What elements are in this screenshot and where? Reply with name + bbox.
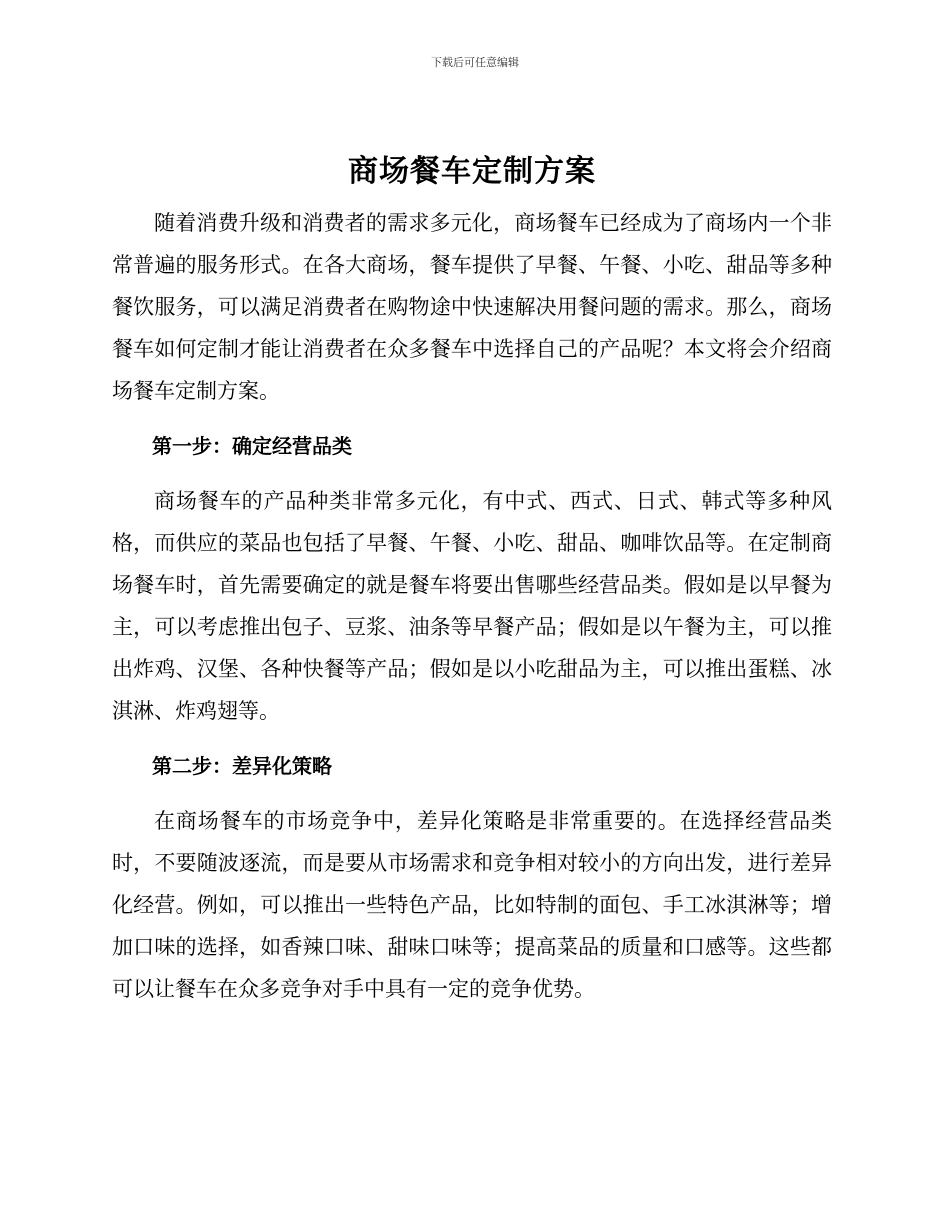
document-title: 商场餐车定制方案 bbox=[348, 154, 596, 189]
section-heading-step-1: 第一步：确定经营品类 bbox=[152, 434, 352, 458]
section-heading-step-2: 第二步：差异化策略 bbox=[152, 754, 332, 778]
intro-paragraph: 随着消费升级和消费者的需求多元化，商场餐车已经成为了商场内一个非常普遍的服务形式。在各大商场，餐车提供了早餐、午餐、小吃、甜品等多种餐饮服务，可以满足消费者在购物途中快速解决用餐问题的需求。那么，商场餐车如何定制才能让消费者在众多餐车中选择自己的产品呢？本文将会介绍商场餐车定制方案。 bbox=[112, 211, 832, 403]
section-body-step-1: 商场餐车的产品种类非常多元化，有中式、西式、日式、韩式等多种风格，而供应的菜品也包括了早餐、午餐、小吃、甜品、咖啡饮品等。在定制商场餐车时，首先需要确定的就是餐车将要出售哪些经营品类。假如是以早餐为主，可以考虑推出包子、豆浆、油条等早餐产品；假如是以午餐为主，可以推出炸鸡、汉堡、各种快餐等产品；假如是以小吃甜品为主，可以推出蛋糕、冰淇淋、炸鸡翅等。 bbox=[112, 489, 832, 723]
header-note: 下载后可任意编辑 bbox=[431, 56, 519, 69]
document-content bbox=[112, 150, 832, 1010]
section-body-step-2: 在商场餐车的市场竞争中，差异化策略是非常重要的。在选择经营品类时，不要随波逐流，而是要从市场需求和竞争相对较小的方向出发，进行差异化经营。例如，可以推出一些特色产品，比如特制的面包、手工冰淇淋等；增加口味的选择，如香辣口味、甜味口味等；提高菜品的质量和口感等。这些都可以让餐车在众多竞争对手中具有一定的竞争优势。 bbox=[112, 809, 832, 1001]
